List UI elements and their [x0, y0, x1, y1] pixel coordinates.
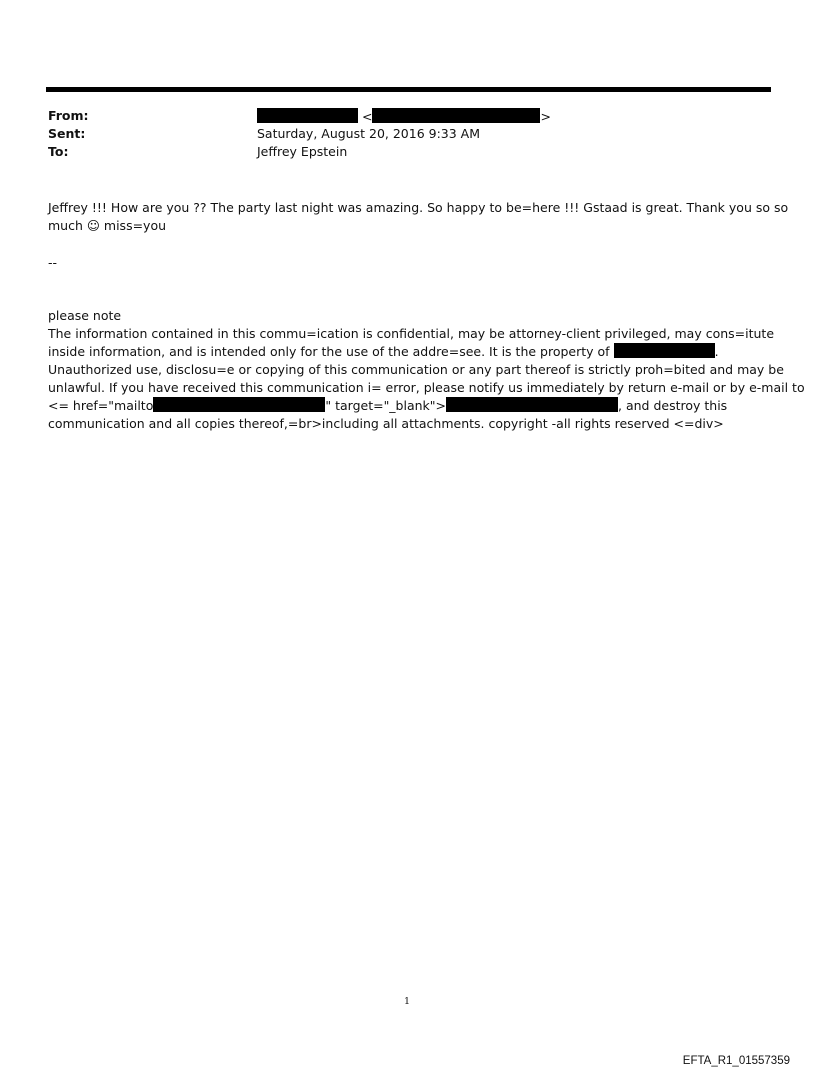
to-label: To: — [48, 144, 69, 159]
smiley-icon: ☺ — [86, 218, 100, 233]
notice-line-3: Unauthorized use, disclosu=e or copying of this communication or any part thereof is strictly proh=bited and may be — [48, 362, 784, 377]
message-line-2-end: miss=you — [103, 218, 167, 233]
redacted-company-name — [614, 343, 715, 358]
document-id: EFTA_R1_01557359 — [682, 1055, 790, 1067]
message-line-1: Jeffrey !!! How are you ?? The party last night was amazing. So happy to be=here !!! Gstaad is great. Thank you so so — [48, 200, 789, 215]
header-rule — [46, 87, 771, 92]
message-line-2 — [48, 217, 773, 235]
signature-separator: -- — [48, 255, 58, 270]
from-label: From: — [48, 108, 89, 123]
notice-line-6: communication and all copies thereof,=br>including all attachments. copyright -all rights reserved <=div> — [48, 416, 724, 431]
redacted-mailto-address — [153, 397, 325, 412]
notice-line-1: The information contained in this commu=ication is confidential, may be attorney-client privileged, may cons=itute — [48, 326, 775, 341]
sent-label: Sent: — [48, 126, 86, 141]
from-lt: < — [361, 109, 373, 124]
notice-line-5-end: , and destroy this — [618, 398, 728, 413]
message-body — [48, 199, 789, 235]
notice-line-4: unlawful. If you have received this communication i= error, please notify us immediately by return e-mail or by e-mail to — [48, 380, 805, 395]
from-gt: > — [540, 109, 551, 124]
confidentiality-notice — [48, 307, 805, 433]
notice-line-2-text: inside information, and is intended only for the use of the addre=see. It is the property of — [48, 344, 610, 359]
page-number: 1 — [404, 996, 411, 1007]
notice-line-5-href: <= href="mailto — [48, 398, 154, 413]
from-value — [257, 108, 551, 124]
redacted-sender-name — [257, 108, 358, 123]
notice-line-5-target: " target="_blank"> — [325, 398, 447, 413]
sent-value: Saturday, August 20, 2016 9:33 AM — [257, 126, 481, 141]
message-line-2-start: much — [48, 218, 83, 233]
notice-line-2-period: . — [714, 344, 719, 359]
notice-heading: please note — [48, 308, 122, 323]
redacted-sender-email — [372, 108, 540, 123]
redacted-link-text — [446, 397, 618, 412]
to-value: Jeffrey Epstein — [257, 144, 348, 159]
notice-line-5 — [48, 397, 773, 415]
notice-line-2 — [48, 343, 773, 361]
